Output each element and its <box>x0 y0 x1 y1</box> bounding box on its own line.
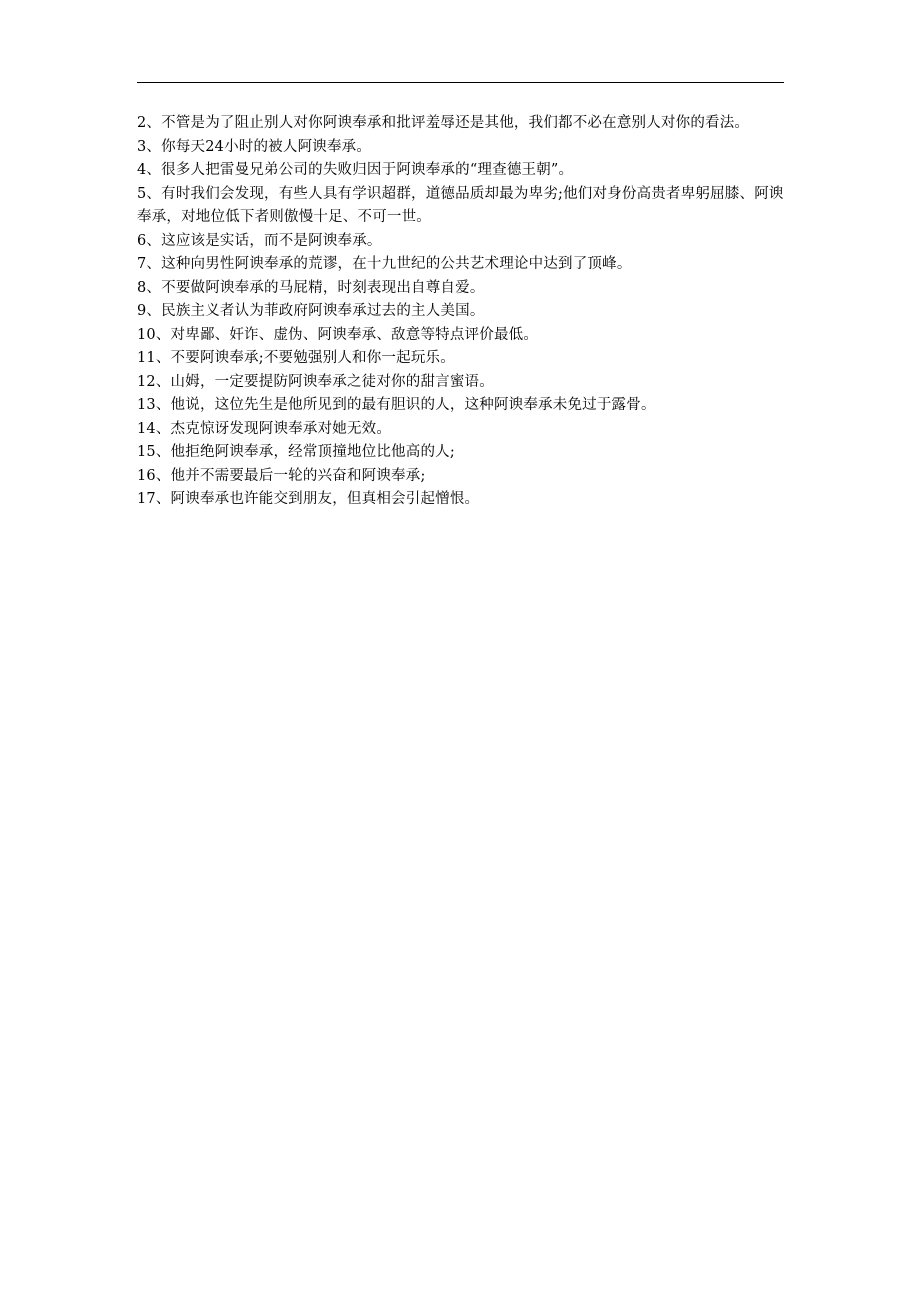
sentence-line: 13、他说，这位先生是他所见到的最有胆识的人，这种阿谀奉承未免过于露骨。 <box>137 397 656 413</box>
sentence-line: 10、对卑鄙、奸诈、虚伪、阿谀奉承、敌意等特点评价最低。 <box>137 326 539 343</box>
header-rule <box>137 82 784 83</box>
sentence-line: 6、这应该是实话，而不是阿谀奉承。 <box>137 232 382 249</box>
sentence-line: 11、不要阿谀奉承;不要勉强别人和你一起玩乐。 <box>137 350 455 366</box>
sentence-line: 5、有时我们会发现，有些人具有学识超群，道德品质却最为卑劣;他们对身份高贵者卑躬屈膝、阿谀奉承，对地位低下者则傲慢十足、不可一世。 <box>137 185 784 225</box>
sentence-line: 14、杰克惊讶发现阿谀奉承对她无效。 <box>137 420 392 437</box>
sentence-line: 17、阿谀奉承也许能交到朋友，但真相会引起憎恨。 <box>137 491 480 507</box>
sentence-line: 9、民族主义者认为菲政府阿谀奉承过去的主人美国。 <box>137 303 485 319</box>
sentence-line: 16、他并不需要最后一轮的兴奋和阿谀奉承; <box>137 467 426 484</box>
sentence-line: 7、这种向男性阿谀奉承的荒谬，在十九世纪的公共艺术理论中达到了顶峰。 <box>137 256 632 272</box>
sentence-line: 4、很多人把雷曼兄弟公司的失败归因于阿谀奉承的“理查德王朝”。 <box>137 162 574 178</box>
sentence-line: 3、你每天24小时的被人阿谀奉承。 <box>137 138 372 155</box>
sentence-line: 8、不要做阿谀奉承的马屁精，时刻表现出自尊自爱。 <box>137 279 485 296</box>
sentence-line: 15、他拒绝阿谀奉承，经常顶撞地位比他高的人; <box>137 444 455 460</box>
sentence-line: 12、山姆，一定要提防阿谀奉承之徒对你的甜言蜜语。 <box>137 373 494 390</box>
document-body <box>137 112 787 512</box>
sentence-line: 2、不管是为了阻止别人对你阿谀奉承和批评羞辱还是其他，我们都不必在意别人对你的看法。 <box>137 115 750 131</box>
